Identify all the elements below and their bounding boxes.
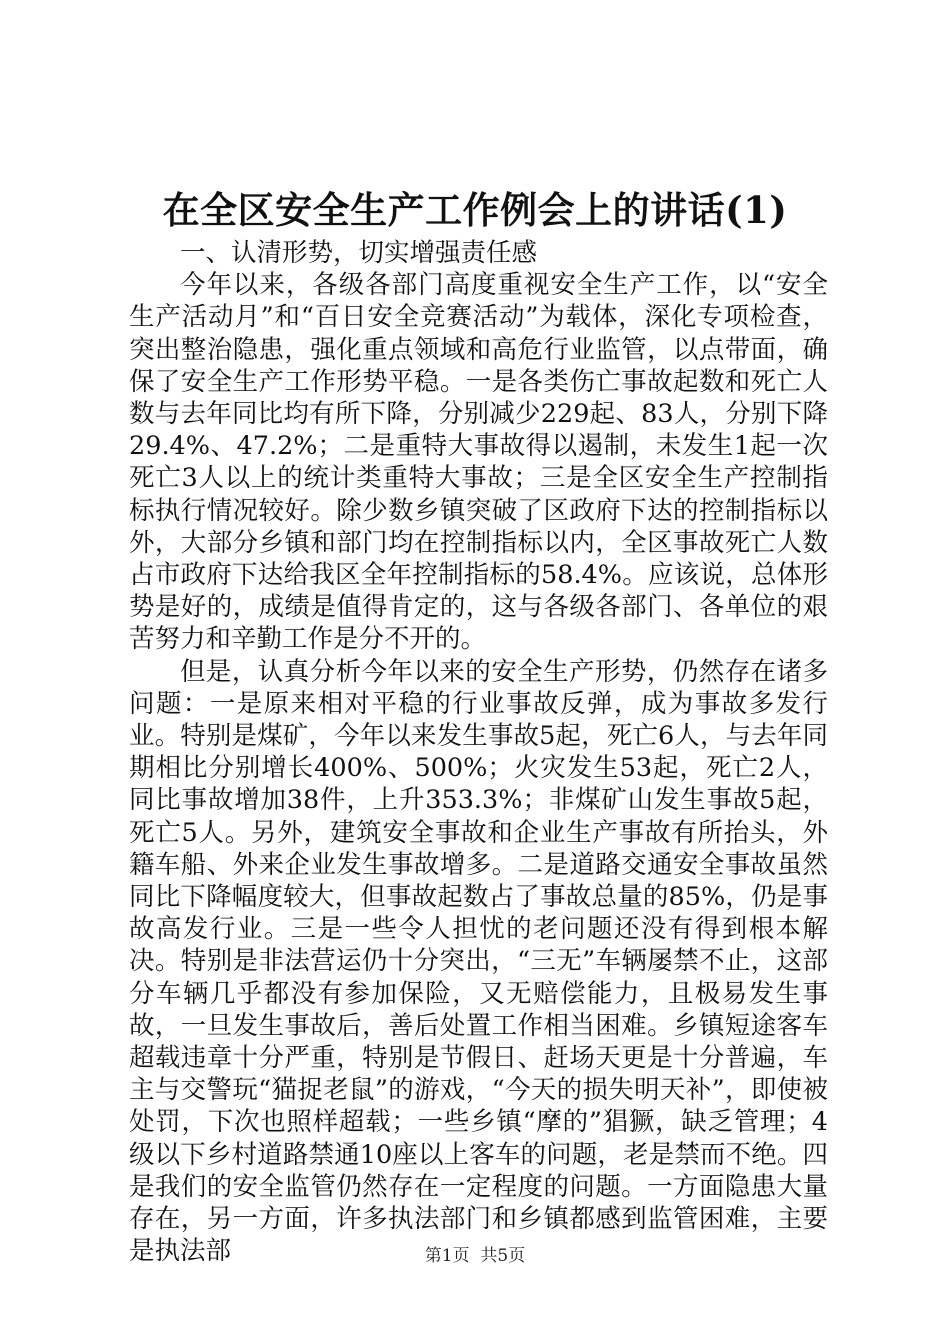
page-number-total: 共5页 <box>480 1246 526 1266</box>
paragraph-2: 但是，认真分析今年以来的安全生产形势，仍然存在诸多问题：一是原来相对平稳的行业事故反弹，成为事故多发行业。特别是煤矿，今年以来发生事故5起，死亡6人，与去年同期相比分别增长400%、500%；火灾发生53起，死亡2人，同比事故增加38件，上升353.3%；非煤矿山发生事故5起，死亡5人。另外，建筑安全事故和企业生产事故有所抬头，外籍车船、外来企业发生事故增多。二是道路交通安全事故虽然同比下降幅度较大，但事故起数占了事故总量的85%，仍是事故高发行业。三是一些令人担忧的老问题还没有得到根本解决。特别是非法营运仍十分突出，“三无”车辆屡禁不止，这部分车辆几乎都没有参加保险，又无赔偿能力，且极易发生事故，一旦发生事故后，善后处置工作相当困难。乡镇短途客车超载违章十分严重，特别是节假日、赶场天更是十分普遍，车主与交警玩“猫捉老鼠”的游戏，“今天的损失明天补”，即使被处罚，下次也照样超载；一些乡镇“摩的”猖獗，缺乏管理；4级以下乡村道路禁通10座以上客车的问题，老是禁而不绝。四是我们的安全监管仍然存在一定程度的问题。一方面隐患大量存在，另一方面，许多执法部门和乡镇都感到监管困难，主要是执法部 <box>129 656 828 1267</box>
page-number-current: 第1页 <box>424 1246 470 1266</box>
page-footer <box>0 1244 950 1268</box>
document-body <box>129 237 828 1268</box>
document-title: 在全区安全生产工作例会上的讲话(1) <box>162 188 788 232</box>
section-heading: 一、认清形势，切实增强责任感 <box>180 238 538 268</box>
paragraph-1: 今年以来，各级各部门高度重视安全生产工作，以“安全生产活动月”和“百日安全竞赛活动”为载体，深化专项检查，突出整治隐患，强化重点领域和高危行业监管，以点带面，确保了安全生产工作形势平稳。一是各类伤亡事故起数和死亡人数与去年同比均有所下降，分别减少229起、83人，分别下降29.4%、47.2%；二是重特大事故得以遏制，未发生1起一次死亡3人以上的统计类重特大事故；三是全区安全生产控制指标执行情况较好。除少数乡镇突破了区政府下达的控制指标以外，大部分乡镇和部门均在控制指标以内，全区事故死亡人数占市政府下达给我区全年控制指标的58.4%。应该说，总体形势是好的，成绩是值得肯定的，这与各级各部门、各单位的艰苦努力和辛勤工作是分不开的。 <box>129 270 828 655</box>
